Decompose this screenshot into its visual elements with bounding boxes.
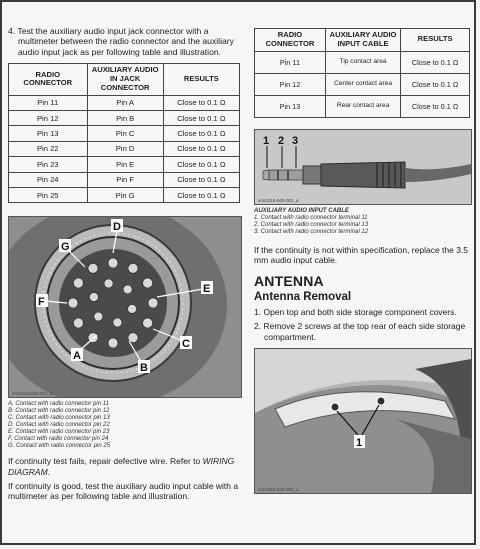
table-cell: Close to 0.1 Ω [401, 73, 470, 95]
connector-pin [73, 278, 83, 288]
table-cell: Pin B [87, 111, 163, 126]
connector-illustration [9, 217, 241, 397]
cable-captions [254, 208, 474, 236]
connector-pin [94, 312, 103, 321]
table-row [9, 141, 240, 156]
table-row [255, 95, 470, 117]
continuity-good-text: If continuity is good, test the auxiliary audio input cable with a multimeter as per following table and illustration. [8, 480, 239, 502]
connector-pin [143, 318, 153, 328]
connector-pin [128, 305, 137, 314]
cable-illustration [255, 130, 471, 204]
caption-line: C. Contact with radio connector pin 13 [8, 415, 110, 422]
table-header-aux-jack: AUXILIARY AUDIO IN JACK CONNECTOR [87, 64, 163, 95]
table-row [9, 126, 240, 141]
caption-line: 2. Contact with radio connector terminal 13 [254, 221, 369, 228]
table-cell: Pin 13 [9, 126, 88, 141]
step-text: Remove 2 screws at the top rear of each side storage compartment. [263, 321, 466, 342]
connector-figure-id: vmr2016-000-001_a [12, 391, 53, 397]
cable-continuity-table [254, 28, 470, 118]
connector-pin [89, 293, 98, 302]
cable-photo [254, 129, 472, 205]
table-cell: Close to 0.1 Ω [163, 95, 239, 110]
callout-3: 3 [292, 134, 299, 147]
table-cell: Center contact area [325, 73, 400, 95]
table-row [255, 51, 470, 73]
connector-pin [88, 264, 98, 274]
connector-photo [8, 216, 242, 398]
connector-pin [104, 279, 113, 288]
pin-label-a: A [73, 350, 81, 363]
pin-label-b: B [140, 362, 148, 375]
right-column [254, 28, 474, 494]
pin-label-c: C [182, 338, 190, 351]
caption-line: G. Contact with radio connector pin 25 [8, 443, 111, 450]
step-item [254, 321, 474, 342]
antenna-figure-id: vmr2016-000-003_a [258, 487, 299, 493]
connector-pin [68, 298, 78, 308]
table-cell: Close to 0.1 Ω [163, 126, 239, 141]
cable-caption-title: AUXILIARY AUDIO INPUT CABLE [254, 207, 349, 214]
wiring-diagram-link[interactable]: WIRING DIAGRAM [8, 456, 235, 477]
connector-pin [113, 318, 122, 327]
table-cell: Close to 0.1 Ω [163, 111, 239, 126]
caption-line: D. Contact with radio connector pin 22 [8, 422, 110, 429]
callout-2: 2 [278, 134, 285, 147]
table-cell: Pin C [87, 126, 163, 141]
table-cell: Pin 11 [255, 51, 326, 73]
step-number: 2. [254, 321, 262, 332]
antenna-photo [254, 348, 472, 494]
callout-1: 1 [356, 437, 363, 450]
pin-label-d: D [113, 221, 121, 234]
pin-label-f: F [38, 296, 45, 309]
table-cell: Close to 0.1 Ω [163, 141, 239, 156]
connector-pin [148, 298, 158, 308]
table-cell: Pin E [87, 157, 163, 172]
step-4-text: 4. Test the auxiliary audio input jack connector with a multimeter between the radio connector and the auxiliary audio input jack as per following table and illustration. [8, 26, 234, 57]
pin-label-e: E [203, 283, 211, 296]
table-header-results: RESULTS [163, 64, 239, 95]
table-cell: Pin 12 [9, 111, 88, 126]
connector-pin [123, 285, 132, 294]
table-cell: Pin G [87, 187, 163, 202]
connector-pin [143, 278, 153, 288]
table-row [9, 157, 240, 172]
connector-pin [108, 338, 118, 348]
table-cell: Pin F [87, 172, 163, 187]
step-text: Open top and both side storage component covers. [263, 307, 457, 318]
table-row [9, 95, 240, 110]
section-title: ANTENNA [254, 273, 324, 290]
subsection-title: Antenna Removal [254, 291, 352, 304]
table-cell: Close to 0.1 Ω [163, 187, 239, 202]
table-cell: Pin 23 [9, 157, 88, 172]
table-cell: Pin 12 [255, 73, 326, 95]
table-cell: Pin 11 [9, 95, 88, 110]
table-cell: Close to 0.1 Ω [163, 172, 239, 187]
table-cell: Rear contact area [325, 95, 400, 117]
caption-line: B. Contact with radio connector pin 12 [8, 408, 110, 415]
table-cell: Pin A [87, 95, 163, 110]
spec-text: If the continuity is not within specification, replace the 3.5 mm audio input cable. [254, 244, 469, 265]
antenna-illustration [255, 349, 471, 493]
table-cell: Pin 24 [9, 172, 88, 187]
step-item [254, 307, 474, 317]
table-row [9, 172, 240, 187]
connector-pin [128, 264, 138, 274]
caption-line: E. Contact with radio connector pin 23 [8, 429, 110, 436]
caption-line: 3. Contact with radio connector terminal 12 [254, 228, 369, 235]
table-header-results: RESULTS [401, 29, 470, 52]
table-cell: Tip contact area [325, 51, 400, 73]
table-row [9, 187, 240, 202]
caption-line: 1. Contact with radio connector terminal 11 [254, 214, 368, 221]
removal-steps [254, 307, 474, 342]
table-cell: Pin 22 [9, 141, 88, 156]
table-row [9, 111, 240, 126]
caption-line: A. Contact with radio connector pin 11 [8, 401, 109, 408]
table-cell: Close to 0.1 Ω [401, 51, 470, 73]
jack-continuity-table [8, 63, 240, 203]
cable-figure-id: vmr2016-000-002_a [258, 197, 299, 203]
table-cell: Pin 25 [9, 187, 88, 202]
connector-pin [73, 318, 83, 328]
connector-pin [108, 258, 118, 268]
pin-label-g: G [61, 241, 70, 254]
table-cell: Close to 0.1 Ω [163, 157, 239, 172]
left-column [8, 26, 244, 502]
step-number: 1. [254, 307, 262, 318]
table-header-radio-connector: RADIO CONNECTOR [255, 29, 326, 52]
callout-1: 1 [263, 134, 270, 147]
continuity-fail-text: If continuity test fails, repair defective wire. Refer to WIRING DIAGRAM. [8, 456, 235, 477]
table-cell: Close to 0.1 Ω [401, 95, 470, 117]
caption-line: F. Contact with radio connector pin 24 [8, 436, 109, 443]
table-header-aux-cable: AUXILIARY AUDIO INPUT CABLE [325, 29, 400, 52]
table-header-radio-connector: RADIO CONNECTOR [9, 64, 88, 95]
table-row [255, 73, 470, 95]
connector-captions [8, 401, 244, 450]
table-cell: Pin D [87, 141, 163, 156]
table-cell: Pin 13 [255, 95, 326, 117]
